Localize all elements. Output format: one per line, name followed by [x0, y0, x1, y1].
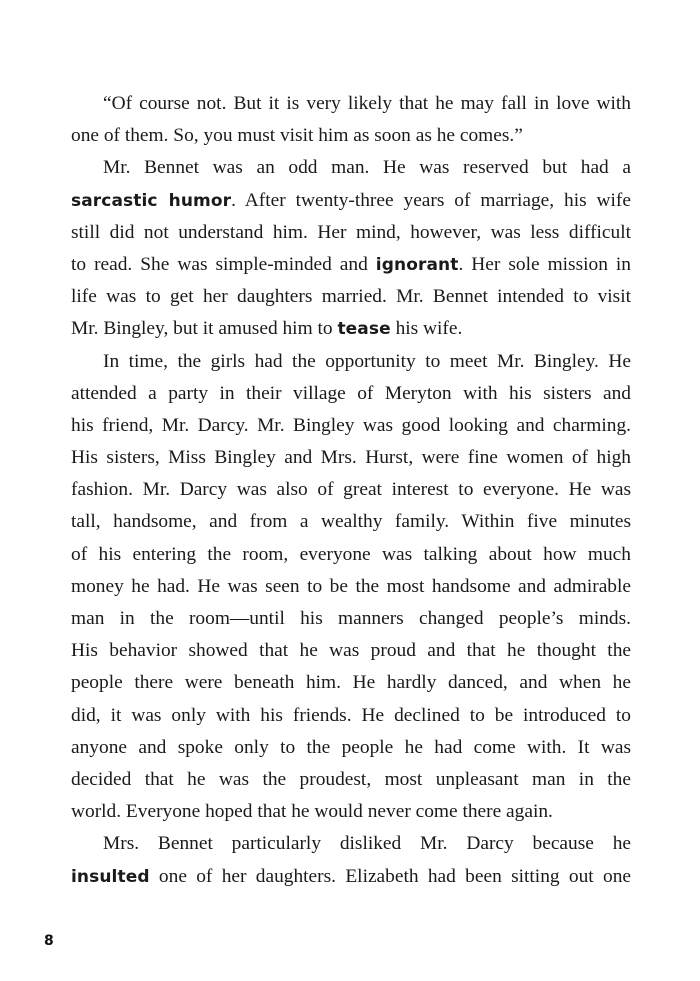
text-line	[71, 861, 631, 893]
text-line	[71, 667, 631, 699]
text-line	[71, 152, 631, 184]
text-line	[71, 217, 631, 249]
text-line	[71, 120, 631, 152]
text-line	[71, 700, 631, 732]
text-line	[71, 635, 631, 667]
text-run: His sisters, Miss Bingley and Mrs. Hurst, were fine women of high	[71, 447, 631, 469]
text-run: of his entering the room, everyone was talking about how much	[71, 543, 631, 565]
glossary-term: sarcastic humor	[71, 190, 232, 211]
text-line	[71, 410, 631, 442]
text-line	[71, 732, 631, 764]
text-run: Mr. Bingley, but it amused him to	[71, 318, 338, 340]
text-line	[71, 796, 631, 828]
text-run: his wife.	[390, 318, 463, 340]
text-line	[71, 185, 631, 217]
page-number: 8	[44, 933, 54, 949]
text-line	[71, 346, 631, 378]
text-run: attended a party in their village of Meryton with his sisters and	[71, 382, 631, 404]
text-run: one of them. So, you must visit him as soon as he comes.”	[71, 125, 523, 147]
glossary-term: ignorant	[375, 254, 459, 275]
text-line	[71, 474, 631, 506]
text-run: people there were beneath him. He hardly danced, and when he	[71, 672, 631, 694]
text-run: his friend, Mr. Darcy. Mr. Bingley was good looking and charming.	[71, 414, 631, 436]
text-line	[71, 313, 631, 345]
text-run: life was to get her daughters married. Mr. Bennet intended to visit	[71, 286, 631, 308]
glossary-term: tease	[337, 319, 391, 340]
text-run: His behavior showed that he was proud and that he thought the	[71, 640, 631, 662]
text-run: to read. She was simple-minded and	[71, 253, 376, 275]
text-line	[71, 764, 631, 796]
text-line	[71, 506, 631, 538]
text-line	[71, 281, 631, 313]
text-line	[71, 828, 631, 860]
text-run: decided that he was the proudest, most unpleasant man in the	[71, 768, 631, 790]
glossary-term: insulted	[71, 866, 150, 887]
text-run: did, it was only with his friends. He declined to be introduced to	[71, 704, 631, 726]
text-run: money he had. He was seen to be the most handsome and admirable	[71, 575, 631, 597]
text-line	[71, 249, 631, 281]
text-run: In time, the girls had the opportunity to meet Mr. Bingley. He	[103, 350, 631, 372]
text-run: fashion. Mr. Darcy was also of great interest to everyone. He was	[71, 479, 631, 501]
text-line	[71, 571, 631, 603]
text-run: Mr. Bennet was an odd man. He was reserved but had a	[103, 157, 631, 179]
text-run: one of her daughters. Elizabeth had been sitting out one	[149, 865, 631, 887]
body-text	[71, 88, 631, 893]
text-line	[71, 603, 631, 635]
text-run: . After twenty-three years of marriage, his wife	[231, 189, 631, 211]
text-run: man in the room—until his manners changed people’s minds.	[71, 608, 631, 629]
text-run: . Her sole mission in	[458, 253, 631, 275]
text-run: tall, handsome, and from a wealthy family. Within five minutes	[71, 511, 631, 533]
text-line	[71, 88, 631, 120]
text-run: Mrs. Bennet particularly disliked Mr. Darcy because he	[103, 833, 631, 855]
text-run: still did not understand him. Her mind, however, was less difficult	[71, 221, 631, 243]
text-line	[71, 378, 631, 410]
text-run: world. Everyone hoped that he would never come there again.	[71, 801, 553, 823]
text-line	[71, 539, 631, 571]
text-run: “Of course not. But it is very likely that he may fall in love with	[103, 93, 631, 114]
text-line	[71, 442, 631, 474]
text-run: anyone and spoke only to the people he had come with. It was	[71, 736, 631, 758]
